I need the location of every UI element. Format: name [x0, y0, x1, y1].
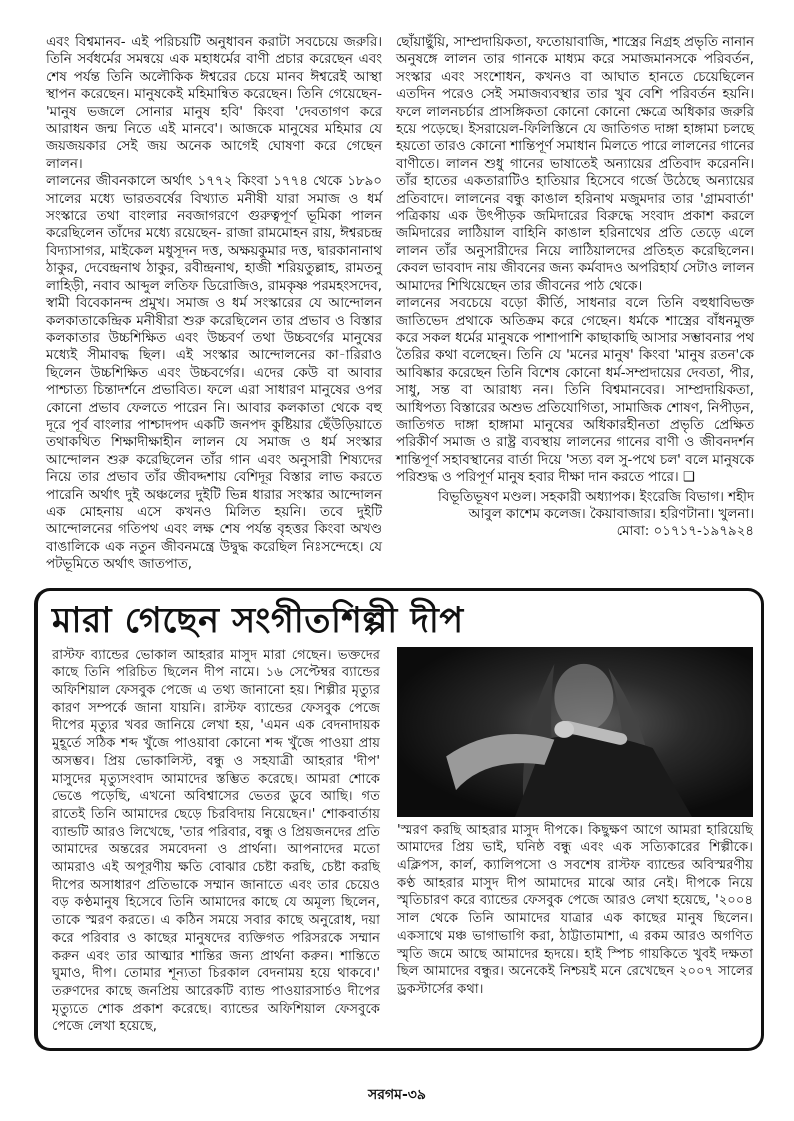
singer-photo — [397, 647, 753, 817]
page-number: সরগম-৩৯ — [368, 1087, 426, 1104]
byline-phone: মোবা: ০১৭১৭-১৯৭৯২৪ — [616, 524, 754, 540]
news-box-right-column — [397, 647, 753, 999]
news-box-title: মারা গেছেন সংগীতশিল্পী দীপ — [52, 600, 464, 641]
article-paragraph: লালনের জীবনকালে অর্থাৎ ১৭৭২ কিংবা ১৭৭৪ থেকে ১৮৯০ সালের মধ্যে ভারতবর্ষের বিখ্যাত মনীষী যারা সমাজ ও ধর্ম সংস্কারে তথা বাংলার নবজাগরণে গুরুত্বপূর্ণ ভূমিকা পালন করেছিলেন তাঁদের মধ্যে রয়েছেন- রাজা রামমোহন রায়, ঈশ্বরচন্দ্র বিদ্যাসাগর, মাইকেল মধুসূদন দত্ত, অক্ষয়কুমার দত্ত, দ্বারকানানাথ ঠাকুর, দেবেন্দ্রনাথ ঠাকুর, রবীন্দ্রনাথ, হাজী শরিয়তুল্লাহ, রামতনু লাহিড়ী, নবাব আব্দুল লতিফ ডিরোজিও, রামকৃষ্ণ পরমহংসদেব, স্বামী বিবেকানন্দ প্রমুখ। সমাজ ও ধর্ম সংস্কারের যে আন্দোলন কলকাতাকেন্দ্রিক মনীষীরা শুরু করেছিলেন তার প্রভাব ও বিস্তার কলকাতার উচ্চশিক্ষিত এবং উচ্চবর্ণ তথা উচ্চবর্গের মানুষের মধ্যেই সীমাবদ্ধ ছিল। এই সংস্কার আন্দোলনের কা-ারিরাও ছিলেন উচ্চশিক্ষিত এবং উচ্চবর্গের। এদের কেউ বা আবার পাশ্চাত্য চিন্তাদর্শনে প্রভাবিত। ফলে এরা সাধারণ মানুষের ওপর কোনো প্রভাব ফেলতে পারেন নি। আবার কলকাতা থেকে বহু দূরে পূর্ব বাংলার পাশ্চাদপদ একটি জনপদ কুষ্টিয়ার ছেঁউড়িয়াতে তথাকথিত শিক্ষাদীক্ষাহীন লালন যে সমাজ ও ধর্ম সংস্কার আন্দোলন শুরু করেছিলেন তাঁর গান এবং অনুসারী শিষ্যদের নিয়ে তার প্রভাব তাঁর জীবদ্দশায় বেশিদূর বিস্তার লাভ করতে পারেনি অর্থাৎ দুই অঞ্চলের দুইটি ভিন্ন ধারার সংস্কার আন্দোলন এক মোহনায় এসে কখনও মিলিত হয়নি। তবে দুইটি আন্দোলনের গতিপথ এবং লক্ষ শেষ পর্যন্ত বৃহত্তর কিংবা অখণ্ড বাঙালিকে এক নতুন জীবনমন্ত্রে উদ্বুদ্ধ করেছিল নিঃসন্দেহে। যে পটভূমিতে অর্থাৎ জাতপাত, — [46, 174, 382, 573]
article-paragraph: এবং বিশ্বমানব- এই পরিচয়টি অনুধাবন করাটা সবচেয়ে জরুরি। তিনি সর্বধর্মের সমন্বয়ে এক মহাধর্মের বাণী প্রচার করেছেন এবং শেষ পর্যন্ত তিনি অলৌকিক ঈশ্বরের চেয়ে মানব ঈশ্বরেই আস্থা স্থাপন করেছেন। মানুষকেই মহিমান্বিত করেছেন। তিনি গেয়েছেন- 'মানুষ ভজলে সোনার মানুষ হবি' কিংবা 'দেবতাগণ করে আরাধন জন্ম নিতে এই মানবে'। আজকে মানুষের মহিমার যে জয়জয়কার সেই জয় অনেক আগেই ঘোষণা করে গেছেন লালন। — [46, 35, 382, 172]
byline-line: বিভূতিভূষণ মণ্ডল। সহকারী অধ্যাপক। ইংরেজি বিভাগ। শহীদ — [438, 489, 754, 505]
news-box-frame — [34, 588, 764, 1051]
article — [34, 34, 760, 574]
article-paragraph: লালনের সবচেয়ে বড়ো কীর্তি, সাধনার বলে তিনি বহুধাবিভক্ত জাতিভেদ প্রথাকে অতিক্রম করে গেছেন। ধর্মকে শাস্ত্রের বাঁধনমুক্ত করে সকল ধর্মের মানুষকে পাশাপাশি কাছাকাছি আসার সম্ভাবনার পথ তৈরির কথা বলেছেন। তিনি যে 'মনের মানুষ' কিংবা 'মানুষ রতন'কে আবিষ্কার করেছেন তিনি বিশেষ কোনো ধর্ম-সম্প্রদায়ের দেবতা, পীর, সাধু, সন্ত বা আরাধ্য নন। তিনি বিশ্বমানবের। সাম্প্রদায়িকতা, আধিপত্য বিস্তারের অশুভ প্রতিযোগিতা, সামাজিক শোষণ, নিপীড়ন, জাতিগত দাঙ্গা হাঙ্গামা মানুষের অধিকারহীনতা প্রভৃতি প্রেক্ষিত পরিকীর্ণ সমাজ ও রাষ্ট্র ব্যবস্থায় লালনের গানের বাণী ও জীবনদর্শন শান্তিপূর্ণ সহাবস্থানের বার্তা দিয়ে 'সত্য বল সু-পথে চল' বলে মানুষকে পরিশুদ্ধ ও পরিপূর্ণ মানুষ হবার দীক্ষা দান করতে পারে। ❑ — [396, 296, 754, 486]
author-byline — [396, 489, 754, 541]
article-left-column — [46, 34, 382, 574]
article-right-column — [396, 34, 754, 541]
article-paragraph: ছোঁয়াছুঁয়ি, সাম্প্রদায়িকতা, ফতোয়াবাজি, শাস্ত্রের নিগ্রহ প্রভৃতি নানান অনুষঙ্গে লালন তার গানকে মাধ্যম করে সমাজমানসকে পরিবর্তন, সংস্কার এবং সংশোধন, কখনও বা আঘাত হানতে চেয়েছিলেন এতদিন পরেও সেই সমাজব্যবস্থার তার খুব বেশি পরিবর্তন হয়নি। ফলে লালনচর্চার প্রাসঙ্গিকতা কোনো কোনো ক্ষেত্রে অধিকার জরুরি হয়ে পড়েছে। ইসরায়েল-ফিলিস্তিনে যে জাতিগত দাঙ্গা হাঙ্গামা চলছে হয়তো তারও কোনো শান্তিপূর্ণ সমাধান মিলতে পারে লালনের গানের বাণীতে। লালন শুধু গানের ভাষাতেই অন্যায়ের প্রতিবাদ করেননি। তাঁর হাতের একতারাটিও হাতিয়ার হিসেবে গর্জে উঠেছে অন্যায়ের প্রতিবাদে। লালনের বন্ধু কাঙাল হরিনাথ মজুমদার তার 'গ্রামবার্তা' পত্রিকায় এক উৎপীড়ক জমিদারের বিরুদ্ধে সংবাদ প্রকাশ করলে জমিদারের লাঠিয়াল বাহিনি কাঙাল হরিনাথের প্রতি তেড়ে এলে লালন তাঁর অনুসারীদের নিয়ে লাঠিয়ালদের প্রতিহত করেছিলেন। কেবল ভাববাদ নায় জীবনের জন্য কর্মবাদও অপরিহার্য সেটাও লালন আমাদের শিখিয়েছেন তার জীবনের পাঠ থেকে। — [396, 35, 754, 294]
byline-line: আবুল কাশেম কলেজ। কৈয়াবাজার। হরিণটানা। খুলনা। — [468, 506, 754, 522]
news-box-left-text: রাস্টফ ব্যান্ডের ভোকাল আহরার মাসুদ মারা গেছেন। ভক্তদের কাছে তিনি পরিচিত ছিলেন দীপ নামে। ১৬ সেপ্টেম্বর ব্যান্ডের অফিশিয়াল ফেসবুক পেজে এ তথ্য জানানো হয়। শিল্পীর মৃত্যুর কারণ সম্পর্কে জানা যায়নি। রাস্টফ ব্যান্ডের ফেসবুক পেজে দীপের মৃত্যুর খবর জানিয়ে লেখা হয়, 'এমন এক বেদনাদায়ক মুহূর্তে সঠিক শব্দ খুঁজে পাওয়াবা কোনো শব্দ খুঁজে পাওয়া প্রায় অসম্ভব। প্রিয় ভোকালিস্ট, বন্ধু ও সহযাত্রী আহরার 'দীপ' মাসুদের মৃত্যুসংবাদ আমাদের স্তম্ভিত করেছে। আমরা শোকে ভেঙে পড়েছি, এখনো অবিশ্বাসের ভেতর ডুবে আছি। গত রাতেই তিনি আমাদের ছেড়ে চিরবিদায় নিয়েছেন।' শোকবার্তায় ব্যান্ডটি আরও লিখেছে, 'তার পরিবার, বন্ধু ও প্রিয়জনদের প্রতি আমাদের অন্তরের সমবেদনা ও প্রার্থনা। আপনাদের মতো আমরাও এই অপূরণীয় ক্ষতি বোঝার চেষ্টা করছি, চেষ্টা করছি দীপের অসাধারণ প্রতিভাকে সম্মান জানাতে এবং তার চেয়েও বড় কণ্ঠমানুষ হিসেবে তিনি আমাদের কাছে যে অমূল্য ছিলেন, তাকে স্মরণ করতে। এ কঠিন সময়ে সবার কাছে অনুরোধ, দয়া করে পরিবার ও কাছের মানুষদের ব্যক্তিগত পরিসরকে সম্মান করুন এবং তার আত্মার শান্তির জন্য প্রার্থনা করুন। শান্তিতে ঘুমাও, দীপ। তোমার শূন্যতা চিরকাল বেদনাময় হয়ে থাকবে।' তরুণদের কাছে জনপ্রিয় আরেকটি ব্যান্ড পাওয়ারসার্চও দীপের মৃত্যুতে শোক প্রকাশ করেছে। ব্যান্ডের অফিশিয়াল ফেসবুকে পেজে লেখা হয়েছে, — [52, 647, 381, 1035]
news-box-body — [52, 647, 753, 1036]
singer-photo-illustration — [397, 647, 753, 817]
news-box-right-text: 'স্মরণ করছি আহরার মাসুদ দীপকে। কিছুক্ষণ আগে আমরা হারিয়েছি আমাদের প্রিয় ভাই, ঘনিষ্ঠ বন্ধু এবং এক সত্যিকারের শিল্পীকে। এক্লিপস, কার্ল, ক্যালিপসো ও সবশেষ রাস্টফ ব্যান্ডের অবিস্মরণীয় কণ্ঠ আহরার মাসুদ দীপ আমাদের মাঝে আর নেই। দীপকে নিয়ে স্মৃতিচারণ করে ব্যান্ডের ফেসবুক পেজে আরও লেখা হয়েছে, '২০০৪ সাল থেকে তিনি আমাদের যাত্রার এক কাছের মানুষ ছিলেন। একসাথে মঞ্চ ভাগাভাগি করা, ঠাট্টাতামাশা, এ রকম আরও অগণিত স্মৃতি জমে আছে আমাদের হৃদয়ে। হাই স্পিচ গায়কিতে খুবই দক্ষতা ছিল আমাদের বন্ধুর। অনেকেই নিশ্চয়ই মনে রেখেছেন ২০০৭ সালের ড্রকস্টার্সের কথা। — [397, 822, 753, 997]
